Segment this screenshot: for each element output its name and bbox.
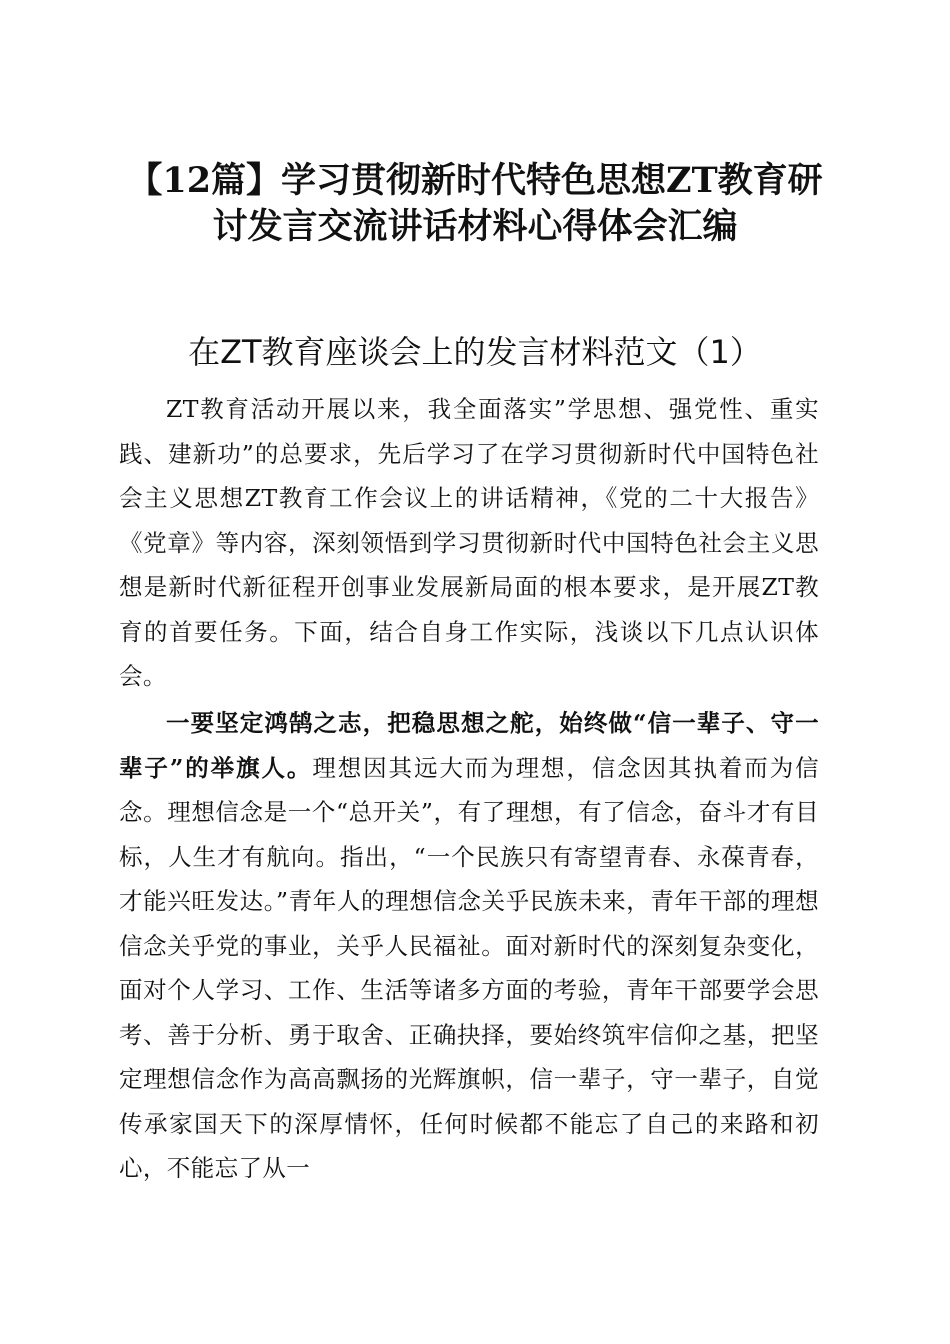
- title-line-2: 讨发言交流讲话材料心得体会汇编: [212, 206, 738, 247]
- title-line-1: 【12篇】学习贯彻新时代特色思想ZT教育研: [127, 160, 823, 201]
- section-heading: 在ZT教育座谈会上的发言材料范文（1）: [188, 333, 762, 371]
- body-paragraph-2: [119, 701, 819, 1191]
- paragraph-2-text: 理想因其远大而为理想，信念因其执着而为信念。理想信念是一个“总开关”，有了理想，有了信念，奋斗才有目标，人生才有航向。指出，“一个民族只有寄望青春、永葆青春，才能兴旺发达。”青年人的理想信念关乎民族未来，青年干部的理想信念关乎党的事业，关乎人民福祉。面对新时代的深刻复杂变化，面对个人学习、工作、生活等诸多方面的考验，青年干部要学会思考、善于分析、勇于取舍、正确抉择，要始终筑牢信仰之基，把坚定理想信念作为高高飘扬的光辉旗帜，信一辈子，守一辈子，自觉传承家国天下的深厚情怀，任何时候都不能忘了自己的来路和初心，不能忘了从一: [119, 753, 820, 1182]
- paragraph-1-text: ZT教育活动开展以来，我全面落实”学思想、强党性、重实践、建新功”的总要求，先后学习了在学习贯彻新时代中国特色社会主义思想ZT教育工作会议上的讲话精神，《党的二十大报告》《党章》等内容，深刻领悟到学习贯彻新时代中国特色社会主义思想是新时代新征程开创事业发展新局面的根本要求，是开展ZT教育的首要任务。下面，结合自身工作实际，浅谈以下几点认识体会。: [119, 395, 819, 690]
- document-title: [110, 158, 840, 250]
- body-paragraph-1: [119, 387, 819, 699]
- paragraph-2-lead-sentence: 一要坚定鸿鹄之志，把稳思想之舵，始终做“信一辈子、守一辈子”的举旗人。: [119, 709, 819, 782]
